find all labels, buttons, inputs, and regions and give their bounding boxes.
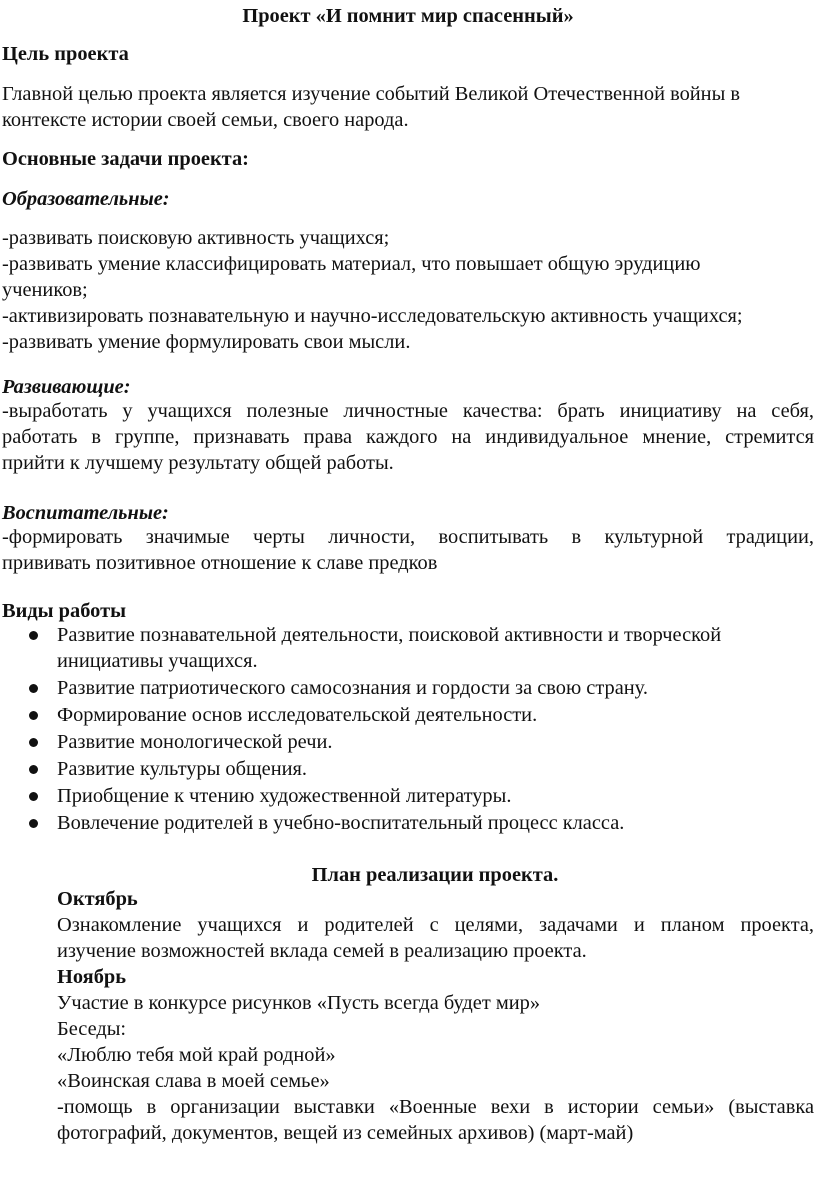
developing-heading: Развивающие: bbox=[2, 376, 131, 398]
october-text-line: Ознакомление учащихся и родителей с целями, задачами и планом проекта, bbox=[57, 914, 814, 936]
bullet-icon bbox=[29, 765, 38, 774]
november-text-line: Беседы: bbox=[57, 1018, 127, 1040]
upbringing-heading: Воспитательные: bbox=[2, 502, 169, 524]
work-types-heading: Виды работы bbox=[2, 600, 127, 622]
november-text-line: «Люблю тебя мой край родной» bbox=[57, 1044, 336, 1066]
list-item bbox=[0, 622, 800, 674]
list-item-text: Приобщение к чтению художественной литературы. bbox=[57, 785, 512, 807]
list-item-text: Развитие монологической речи. bbox=[57, 731, 333, 753]
plan-body bbox=[57, 886, 814, 1146]
list-item bbox=[0, 810, 800, 836]
list-item-text: Вовлечение родителей в учебно-воспитательный процесс класса. bbox=[57, 812, 625, 834]
work-types-list bbox=[0, 622, 800, 837]
goal-heading: Цель проекта bbox=[2, 43, 129, 65]
plan-month-november: Ноябрь bbox=[57, 966, 127, 988]
tasks-heading: Основные задачи проекта: bbox=[2, 148, 249, 170]
educational-heading: Образовательные: bbox=[2, 188, 170, 210]
list-item-text: Формирование основ исследовательской деятельности. bbox=[57, 704, 538, 726]
november-exhibition-text bbox=[57, 1094, 814, 1146]
educational-item: -развивать поисковую активность учащихся; bbox=[2, 227, 390, 249]
page-title: Проект «И помнит мир спасенный» bbox=[242, 5, 574, 27]
upbringing-text bbox=[2, 524, 814, 576]
plan-month-october: Октябрь bbox=[57, 888, 138, 910]
october-text bbox=[57, 912, 814, 964]
educational-item: -активизировать познавательную и научно-исследовательскую активность учащихся; bbox=[2, 305, 743, 327]
bullet-icon bbox=[29, 819, 38, 828]
goal-text-line: контексте истории своей семьи, своего народа. bbox=[2, 109, 409, 131]
bullet-icon bbox=[29, 684, 38, 693]
educational-item: -развивать умение формулировать свои мысли. bbox=[2, 331, 411, 353]
november-text-line: «Воинская слава в моей семье» bbox=[57, 1070, 330, 1092]
list-item bbox=[0, 729, 800, 755]
educational-item: учеников; bbox=[2, 279, 88, 301]
november-exhibition-line: фотографий, документов, вещей из семейных архивов) (март-май) bbox=[57, 1122, 634, 1144]
upbringing-text-line: -формировать значимые черты личности, воспитывать в культурной традиции, bbox=[2, 526, 814, 548]
list-item bbox=[0, 702, 800, 728]
developing-text bbox=[2, 398, 814, 476]
list-item-text: Развитие культуры общения. bbox=[57, 758, 308, 780]
goal-text-line: Главной целью проекта является изучение событий Великой Отечественной войны в bbox=[2, 83, 741, 105]
plan-heading: План реализации проекта. bbox=[311, 864, 559, 886]
october-text-line: изучение возможностей вклада семей в реализацию проекта. bbox=[57, 940, 587, 962]
list-item bbox=[0, 783, 800, 809]
bullet-icon bbox=[29, 631, 38, 640]
educational-item: -развивать умение классифицировать материал, что повышает общую эрудицию bbox=[2, 253, 701, 275]
bullet-icon bbox=[29, 792, 38, 801]
list-item bbox=[0, 675, 800, 701]
november-exhibition-line: -помощь в организации выставки «Военные вехи в истории семьи» (выставка bbox=[57, 1096, 814, 1118]
developing-text-line: -выработать у учащихся полезные личностные качества: брать инициативу на себя, bbox=[2, 400, 814, 422]
goal-text bbox=[2, 81, 814, 133]
november-text-line: Участие в конкурсе рисунков «Пусть всегда будет мир» bbox=[57, 992, 541, 1014]
list-item-text: Развитие познавательной деятельности, поисковой активности и творческой инициативы учащихся. bbox=[57, 624, 722, 672]
bullet-icon bbox=[29, 711, 38, 720]
list-item bbox=[0, 756, 800, 782]
developing-text-line: работать в группе, признавать права каждого на индивидуальное мнение, стремится bbox=[2, 426, 814, 448]
upbringing-text-line: прививать позитивное отношение к славе предков bbox=[2, 552, 438, 574]
developing-text-line: прийти к лучшему результату общей работы. bbox=[2, 452, 394, 474]
educational-list bbox=[2, 225, 814, 355]
bullet-icon bbox=[29, 738, 38, 747]
list-item-text: Развитие патриотического самосознания и гордости за свою страну. bbox=[57, 677, 648, 699]
